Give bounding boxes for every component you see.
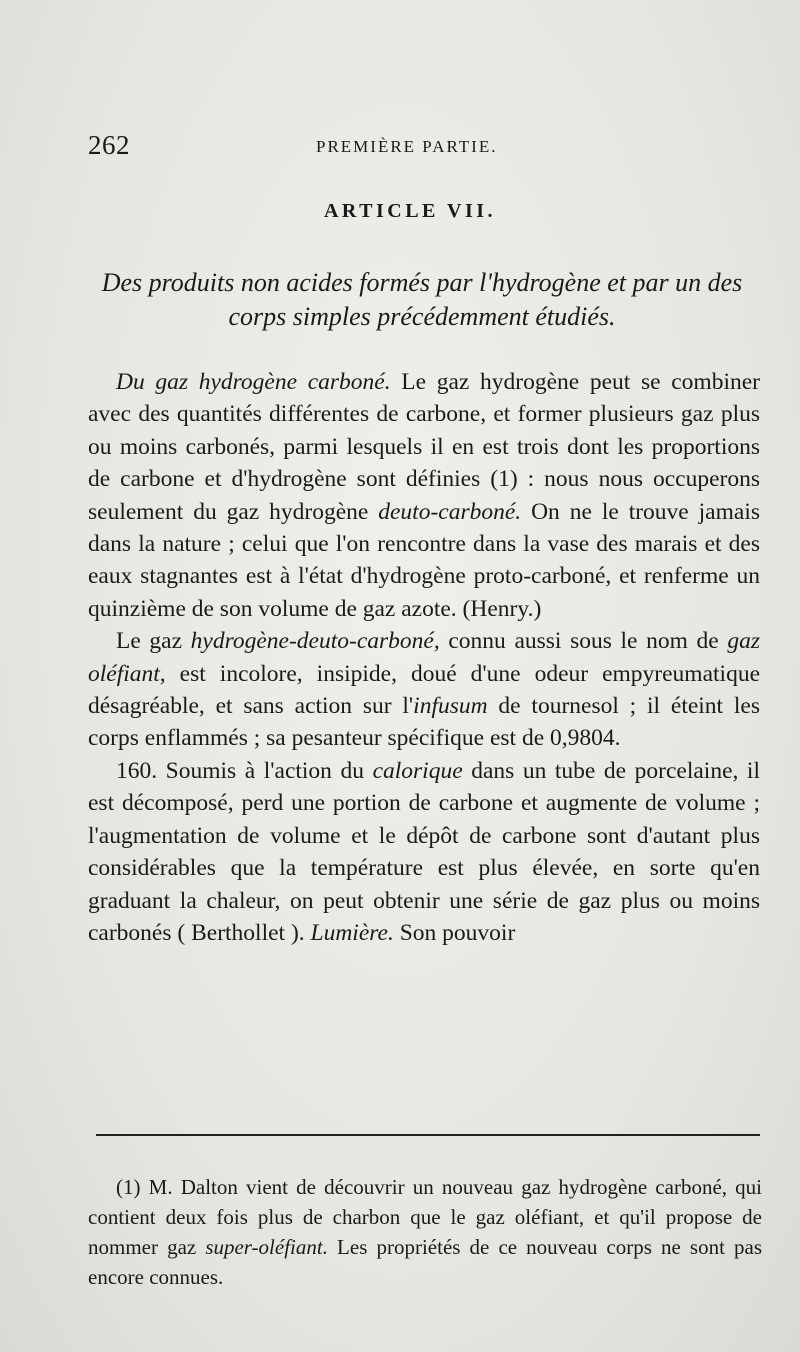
- paragraph-text: connu aussi sous le nom de: [439, 628, 728, 655]
- paragraph-text: Le gaz: [116, 628, 191, 655]
- paragraph-text: dans un tube de porcelaine, il est décomposé, perd une portion de carbone et augmente de volume ; l'augmentation de volume et le dépôt de carbone sont d'autant plus considérables que la température est plus élevée, en sorte qu'en graduant la chaleur, on peut obtenir une série de gaz plus ou moins carbonés ( Berthollet ).: [88, 757, 760, 946]
- paragraph-italic-term: Lumière.: [310, 919, 394, 946]
- section-title: Des produits non acides formés par l'hydrogène et par un des corps simples précédemment étudiés.: [101, 268, 743, 331]
- paragraph-text: On ne le trouve jamais dans la nature ; celui que l'on rencontre dans la vase des marais et des eaux stagnantes est à l'état d'hydrogène proto-carboné, et renferme un quinzième de son volume de gaz azote. (Henry.): [88, 498, 760, 622]
- paragraph-lead-italic: Du gaz hydrogène carboné.: [116, 369, 391, 395]
- paragraph-text: Le gaz hydrogène peut se combiner avec des quantités différentes de carbone, et former plusieurs gaz plus ou moins carbonés, parmi lesquels il en est trois dont les proportions de carbone et d'hydrogène sont définies (1) : nous nous occuperons seulement du gaz hydrogène: [88, 369, 760, 525]
- paragraph-gaz-hydrogene-carbone: [88, 366, 760, 625]
- paragraph-160: [88, 755, 760, 949]
- paragraph-italic-term: calorique: [372, 757, 463, 784]
- paragraph-text: Son pouvoir: [393, 919, 516, 946]
- article-heading: ARTICLE VII.: [323, 200, 497, 222]
- paragraph-text: 160. Soumis à l'action du: [116, 757, 373, 784]
- footnote: [88, 1172, 762, 1292]
- paragraph-text: est incolore, insipide, doué d'une odeur empyreumatique désagréable, et sans action sur l': [88, 660, 760, 720]
- footnote-text: Les propriétés de ce nouveau corps ne sont pas encore connues.: [88, 1235, 763, 1289]
- paragraph-italic-term: deuto-carboné.: [378, 498, 522, 525]
- footnote-text: (1) M. Dalton vient de découvrir un nouveau gaz hydrogène carboné, qui contient deux fois plus de charbon que le gaz oléfiant, et qu'il propose de nommer gaz: [88, 1175, 762, 1259]
- page-header: [88, 130, 752, 170]
- paragraph-italic-term: hydrogène-deuto-carboné,: [190, 628, 440, 655]
- paragraph-italic-term: infusum: [413, 693, 488, 720]
- footnote-paragraph: [88, 1172, 762, 1292]
- footnote-italic-term: super-oléfiant.: [205, 1235, 328, 1259]
- running-head: PREMIÈRE PARTIE.: [316, 137, 498, 156]
- footnote-rule: [96, 1134, 760, 1136]
- paragraph-text: de tournesol ; il éteint les corps enflammés ; sa pesanteur spécifique est de 0,9804.: [88, 693, 760, 752]
- paragraph-gaz-olefiant: [88, 625, 760, 755]
- body-text: [88, 366, 760, 949]
- page-number: 262: [88, 130, 130, 160]
- paragraph-italic-term: gaz oléfiant,: [88, 628, 760, 687]
